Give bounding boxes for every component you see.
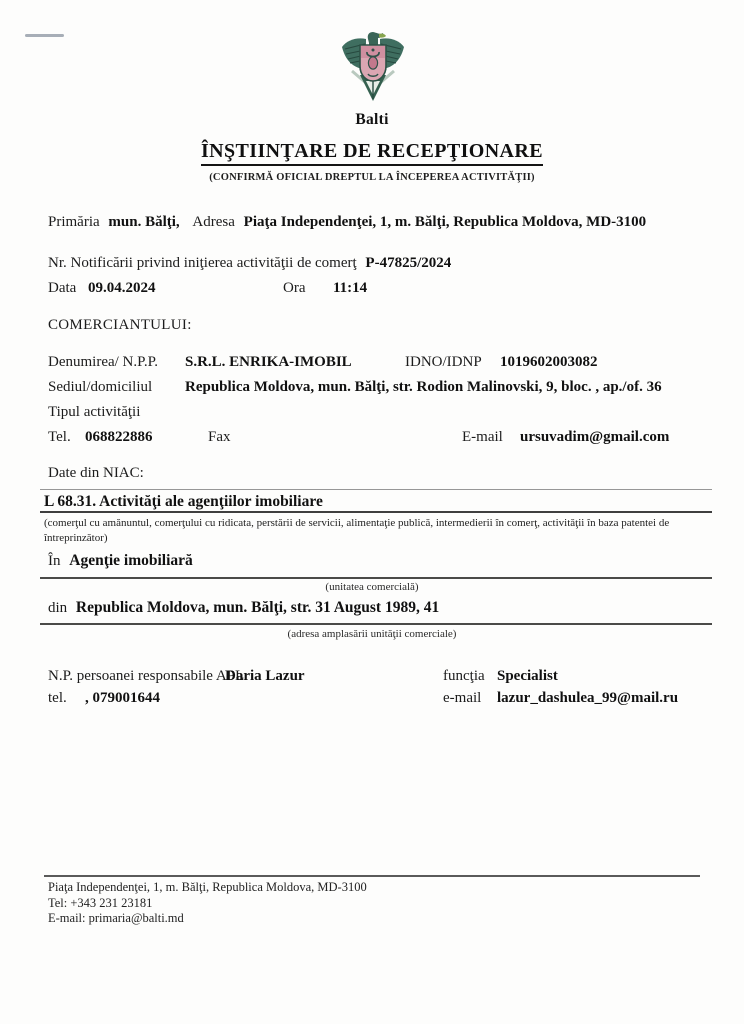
unit-address-row [48, 599, 708, 617]
tel-label: Tel. [48, 429, 71, 445]
date-value: 09.04.2024 [88, 280, 156, 296]
activity-code: L 68.31. Activităţi ale agenţiilor imobiliare [44, 493, 323, 510]
date-label: Data [48, 280, 77, 296]
responsible-person-row [48, 668, 708, 685]
footer-divider [44, 875, 700, 877]
responsible-label: N.P. persoanei responsabile APL [48, 668, 245, 684]
merchant-section-label: COMERCIANTULUI: [48, 317, 192, 333]
footer-block [48, 880, 367, 927]
unit-caption: (unitatea comercială) [325, 581, 419, 593]
activity-type-label: Tipul activităţii [48, 404, 141, 420]
commercial-unit-row [48, 552, 708, 570]
unit-value: Agenţie imobiliară [69, 552, 193, 569]
footer-address: Piaţa Independenţei, 1, m. Bălţi, Republica Moldova, MD-3100 [48, 880, 367, 894]
time-label: Ora [283, 280, 306, 296]
responsible-name: Daria Lazur [225, 668, 305, 684]
niac-section-label: Date din NIAC: [48, 465, 144, 481]
notification-number-row [48, 255, 708, 272]
unit-address-value: Republica Moldova, mun. Bălţi, str. 31 August 1989, 41 [75, 599, 440, 616]
primaria-value: mun. Bălţi, [108, 214, 180, 230]
document-title [0, 140, 744, 163]
coat-of-arms-svg [340, 31, 406, 105]
unit-address-underline [40, 623, 712, 625]
in-label: În [48, 553, 61, 569]
denumirea-value: S.R.L. ENRIKA-IMOBIL [185, 354, 352, 370]
document-subtitle: (CONFIRMĂ OFICIAL DREPTUL LA ÎNCEPEREA ACTIVITĂŢII) [209, 172, 535, 183]
adresa-value: Piaţa Independenţei, 1, m. Bălţi, Republica Moldova, MD-3100 [243, 214, 647, 230]
email-value: ursuvadim@gmail.com [520, 429, 670, 445]
merchant-address-row [48, 379, 708, 396]
primaria-row [48, 214, 708, 231]
merchant-name-row [48, 354, 708, 371]
date-time-row [48, 280, 708, 297]
sediul-value: Republica Moldova, mun. Bălţi, str. Rodion Malinovski, 9, bloc. , ap./of. 36 [185, 379, 662, 395]
issuing-city: Balti [355, 111, 389, 128]
adresa-label: Adresa [192, 214, 235, 230]
responsible-tel-value: , 079001644 [85, 690, 160, 706]
denumirea-label: Denumirea/ N.P.P. [48, 354, 158, 370]
activity-fine-print: (comerţul cu amănuntul, comerţului cu ridicata, perstării de servicii, alimentaţie publică, intermedierii în comerţ, activităţii în baza patentei de întreprinzător) [44, 517, 670, 545]
tel-value: 068822886 [85, 429, 153, 445]
merchant-contact-row [48, 429, 708, 446]
idno-value: 1019602003082 [500, 354, 598, 370]
time-value: 11:14 [333, 280, 368, 296]
primaria-label: Primăria [48, 214, 100, 230]
footer-email: E-mail: primaria@balti.md [48, 911, 184, 925]
fax-label: Fax [208, 429, 231, 445]
functia-value: Specialist [497, 668, 558, 684]
unit-address-caption: (adresa amplasării unităţii comerciale) [287, 628, 457, 640]
notification-number-label: Nr. Notificării privind iniţierea activităţii de comerţ [48, 255, 357, 271]
divider-above-activity [40, 489, 712, 490]
moldova-coat-of-arms-icon [340, 31, 406, 105]
responsible-email-label: e-mail [443, 690, 482, 706]
divider-below-activity [40, 511, 712, 513]
responsible-tel-label: tel. [48, 690, 67, 706]
scan-artifact-line [25, 34, 64, 37]
responsible-contact-row [48, 690, 708, 707]
footer-tel: Tel: +343 231 23181 [48, 895, 153, 910]
unit-underline [40, 577, 712, 579]
idno-label: IDNO/IDNP [405, 354, 482, 370]
email-label: E-mail [462, 429, 503, 445]
functia-label: funcţia [443, 668, 485, 684]
sediul-label: Sediul/domiciliul [48, 379, 153, 395]
din-label: din [48, 600, 68, 616]
responsible-email-value: lazur_dashulea_99@mail.ru [497, 690, 679, 706]
document-title-text: ÎNŞTIINŢARE DE RECEPŢIONARE [201, 140, 543, 166]
notification-number-value: P-47825/2024 [365, 255, 452, 271]
